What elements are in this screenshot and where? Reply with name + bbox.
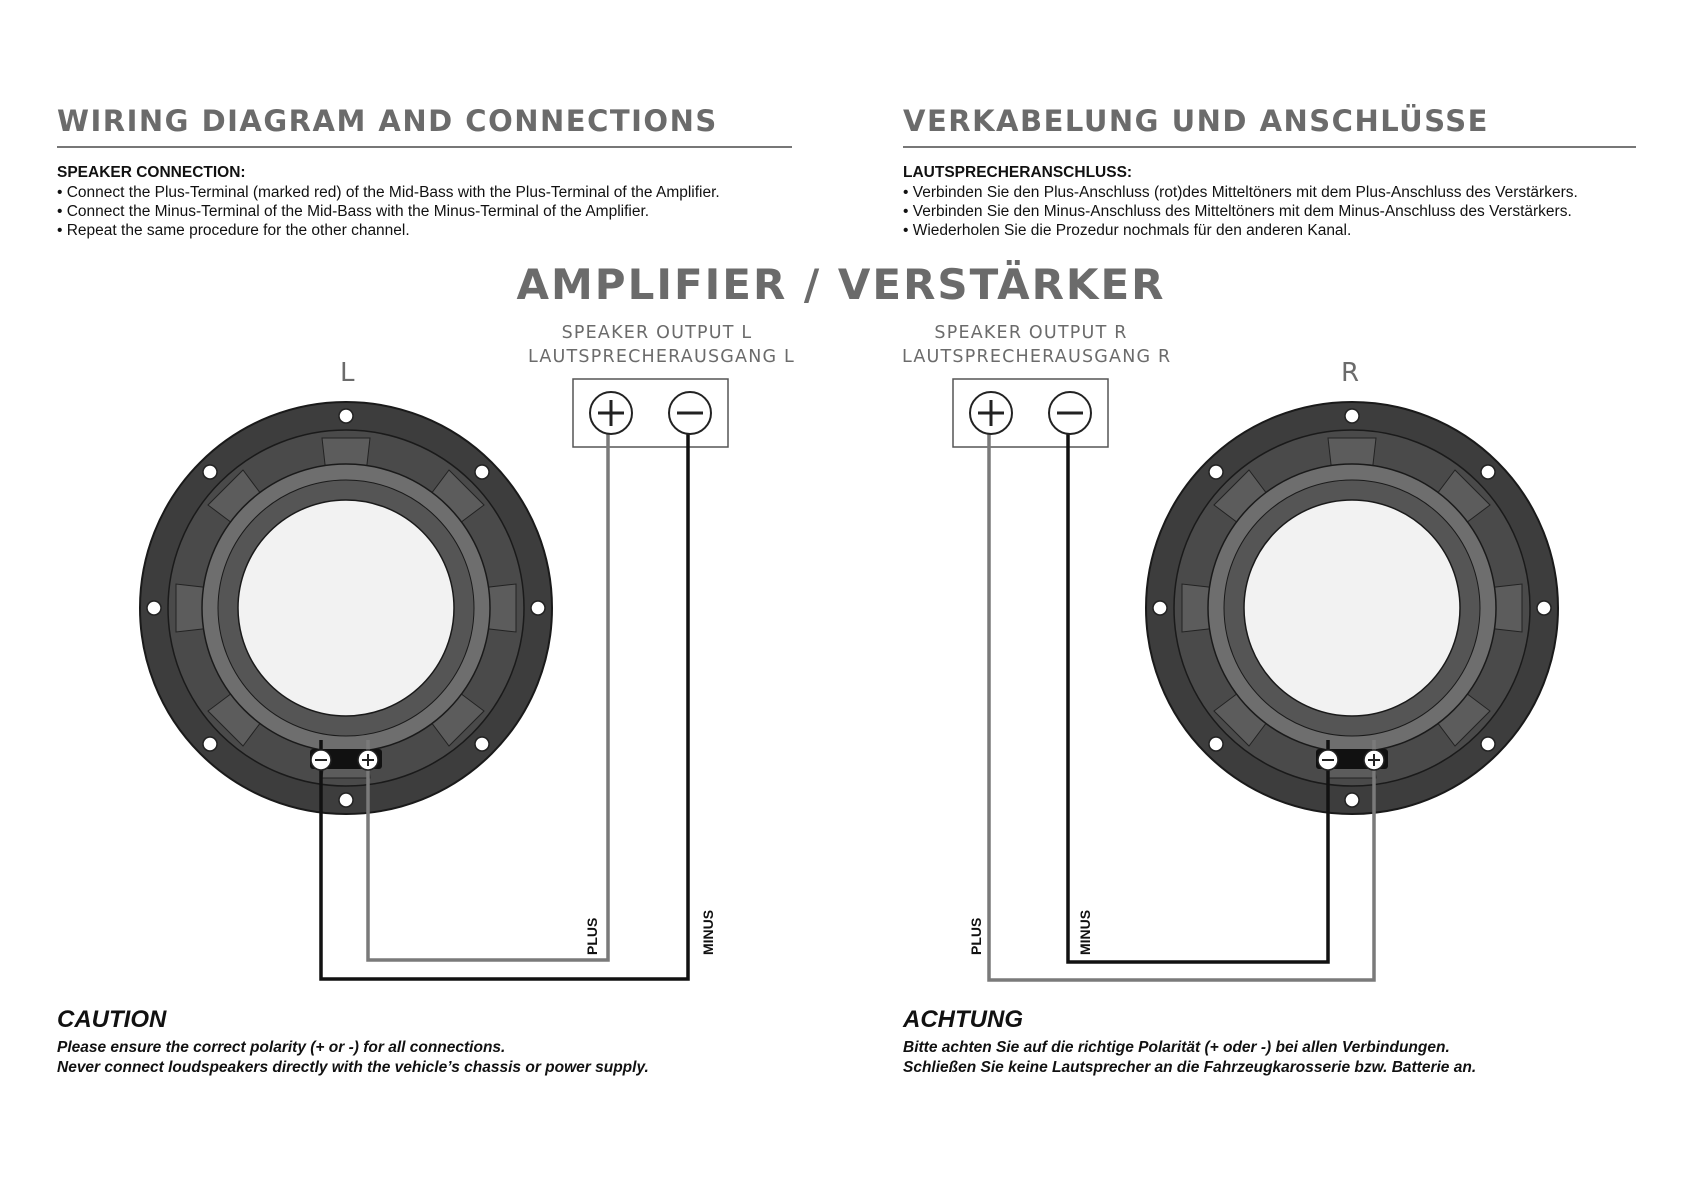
right-minus-wire-label: MINUS <box>1077 909 1093 955</box>
achtung-line: Bitte achten Sie auf die richtige Polarität (+ oder -) bei allen Verbindungen. <box>903 1039 1450 1056</box>
left-plus-wire-label: PLUS <box>584 917 600 955</box>
instruction-bullet: • Verbinden Sie den Minus-Anschluss des Mitteltöners mit dem Minus-Anschluss des Verstärkers. <box>903 203 1572 220</box>
left-speaker-plus-terminal <box>358 750 378 770</box>
caution-german <box>903 1006 1476 1078</box>
left-speaker-minus-terminal <box>311 750 331 770</box>
left-speaker <box>140 402 552 814</box>
right-speaker-plus-terminal <box>1364 750 1384 770</box>
amplifier-title: AMPLIFIER / VERSTÄRKER <box>516 260 1166 309</box>
instruction-bullet: • Connect the Minus-Terminal of the Mid-Bass with the Minus-Terminal of the Amplifier. <box>57 203 650 220</box>
speaker-connection-subheading: SPEAKER CONNECTION: <box>57 164 246 181</box>
right-plus-wire-label: PLUS <box>968 917 984 955</box>
channel-right-label: R <box>1341 358 1360 388</box>
achtung-line: Schließen Sie keine Lautsprecher an die Fahrzeugkarosserie bzw. Batterie an. <box>903 1059 1477 1076</box>
instruction-bullet: • Repeat the same procedure for the other channel. <box>57 222 410 239</box>
right-speaker-minus-terminal <box>1318 750 1338 770</box>
caution-title: CAUTION <box>57 1006 167 1033</box>
lautsprecheranschluss-subheading: LAUTSPRECHERANSCHLUSS: <box>903 164 1133 181</box>
caution-english <box>57 1006 649 1078</box>
channel-left-label: L <box>340 358 355 388</box>
caution-line: Never connect loudspeakers directly with the vehicle’s chassis or power supply. <box>57 1059 649 1076</box>
achtung-title: ACHTUNG <box>903 1006 1023 1033</box>
output-right-line1: SPEAKER OUTPUT R <box>934 323 1128 343</box>
left-minus-wire-label: MINUS <box>700 909 716 955</box>
instruction-bullet: • Verbinden Sie den Plus-Anschluss (rot)des Mitteltöners mit dem Plus-Anschluss des Verstärkers. <box>903 184 1578 201</box>
output-right-line2: LAUTSPRECHERAUSGANG R <box>902 347 1172 367</box>
caution-line: Please ensure the correct polarity (+ or -) for all connections. <box>57 1039 506 1056</box>
instruction-bullet: • Wiederholen Sie die Prozedur nochmals für den anderen Kanal. <box>903 222 1352 239</box>
output-left-line1: SPEAKER OUTPUT L <box>561 323 753 343</box>
amp-right-minus-terminal <box>1049 392 1091 434</box>
amp-left-plus-terminal <box>590 392 632 434</box>
instruction-bullet: • Connect the Plus-Terminal (marked red) of the Mid-Bass with the Plus-Terminal of the Amplifier. <box>57 184 720 201</box>
amp-left-minus-terminal <box>669 392 711 434</box>
right-speaker <box>1146 402 1558 814</box>
amp-right-plus-terminal <box>970 392 1012 434</box>
output-left-line2: LAUTSPRECHERAUSGANG L <box>528 347 795 367</box>
wiring-diagram-heading: WIRING DIAGRAM AND CONNECTIONS <box>57 104 792 148</box>
verkabelung-heading: VERKABELUNG UND ANSCHLÜSSE <box>903 104 1636 148</box>
